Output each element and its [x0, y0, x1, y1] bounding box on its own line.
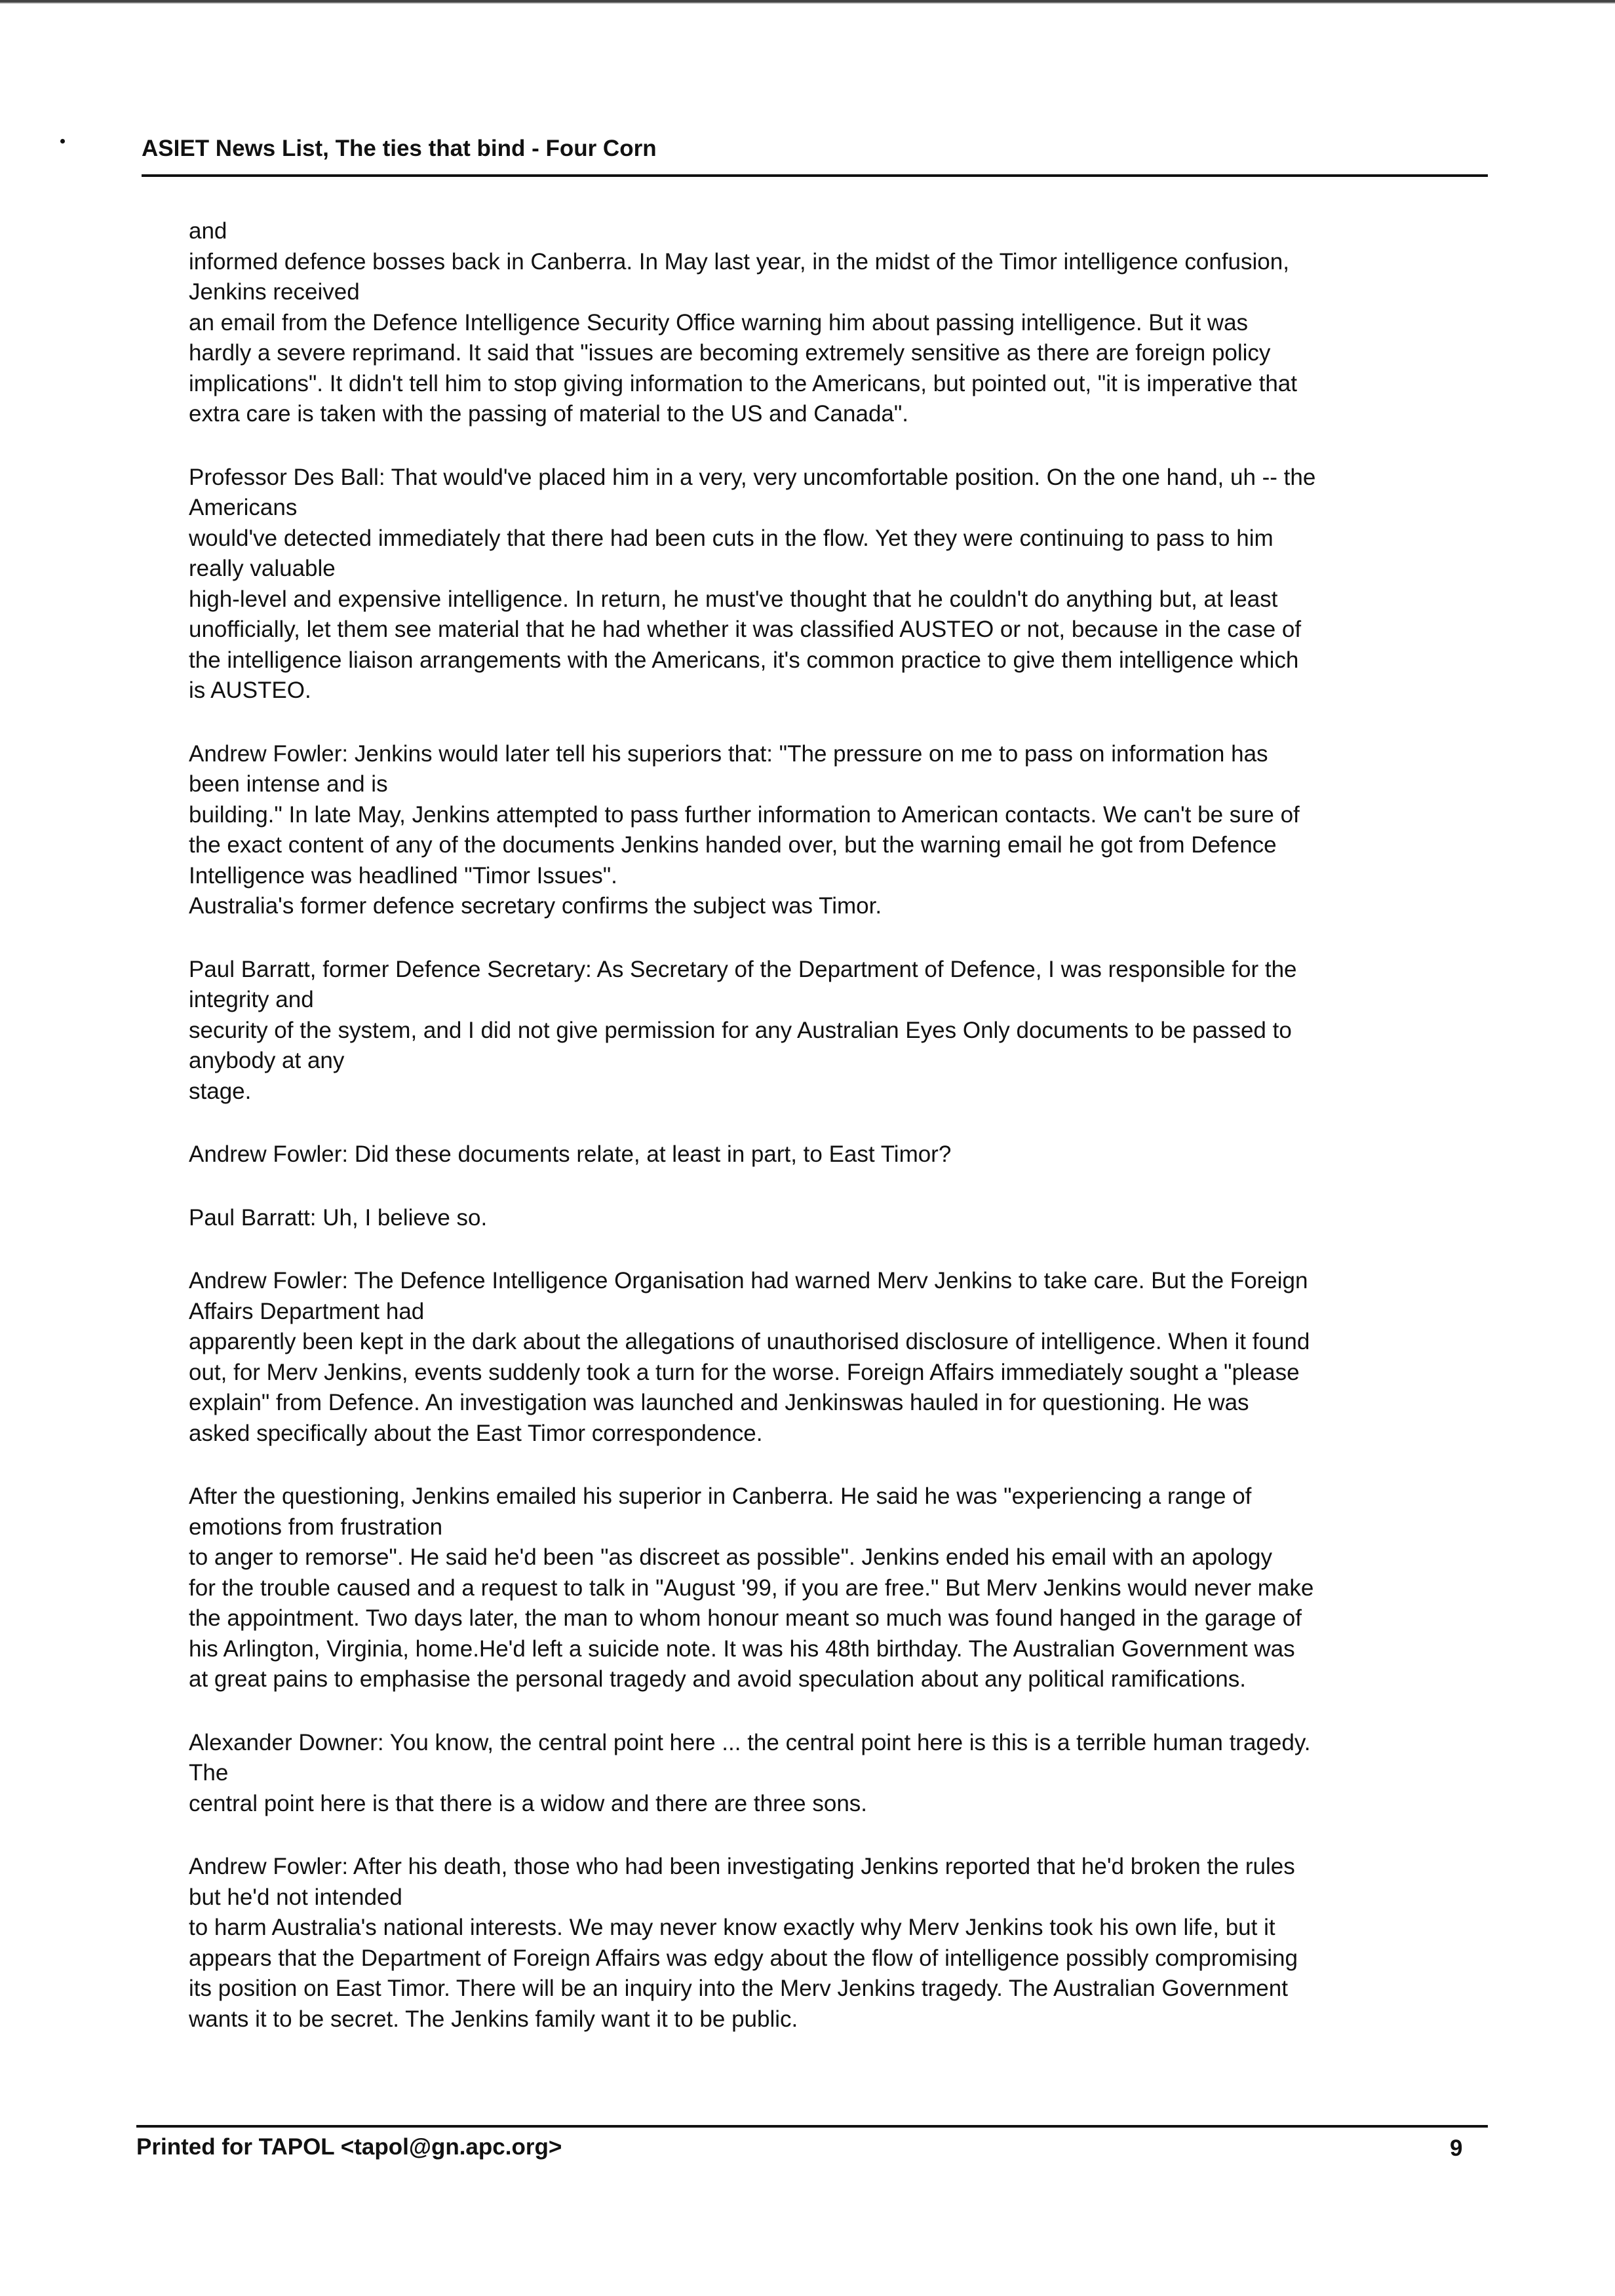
- text-line: Jenkins received: [189, 279, 360, 305]
- text-line: Paul Barratt: Uh, I believe so.: [189, 1204, 488, 1231]
- text-line: central point here is that there is a widow and there are three sons.: [189, 1790, 868, 1816]
- text-line: and: [189, 218, 227, 244]
- text-line: wants it to be secret. The Jenkins family want it to be public.: [189, 2006, 798, 2032]
- text-line: asked specifically about the East Timor correspondence.: [189, 1420, 763, 1446]
- article-paragraph: [189, 739, 1447, 922]
- article-paragraph: [189, 216, 1447, 430]
- text-line: Australia's former defence secretary confirms the subject was Timor.: [189, 893, 882, 919]
- article-paragraph: [189, 1266, 1447, 1449]
- text-line: but he'd not intended: [189, 1884, 402, 1910]
- text-line: really valuable: [189, 556, 336, 581]
- text-line: Alexander Downer: You know, the central point here ... the central point here is this is a terrible human tragedy.: [189, 1729, 1311, 1755]
- text-line: unofficially, let them see material that he had whether it was classified AUSTEO or not, because in the case of: [189, 617, 1302, 642]
- page-number: 9: [1450, 2135, 1463, 2161]
- text-line: Paul Barratt, former Defence Secretary: As Secretary of the Department of Defence, I was responsible for the: [189, 956, 1297, 982]
- article-paragraph: [189, 1203, 1447, 1234]
- article-paragraph: [189, 955, 1447, 1107]
- text-line: stage.: [189, 1078, 252, 1104]
- article-paragraph: [189, 1728, 1447, 1820]
- text-line: building." In late May, Jenkins attempted to pass further information to American contacts. We can't be sure of: [189, 801, 1300, 828]
- text-line: the exact content of any of the documents Jenkins handed over, but the warning email he got from Defence: [189, 832, 1277, 858]
- text-line: out, for Merv Jenkins, events suddenly took a turn for the worse. Foreign Affairs immediately sought a "please: [189, 1359, 1300, 1385]
- text-line: After the questioning, Jenkins emailed his superior in Canberra. He said he was "experiencing a range of: [189, 1483, 1252, 1509]
- text-line: informed defence bosses back in Canberra. In May last year, in the midst of the Timor intelligence confusion,: [189, 248, 1289, 275]
- text-line: high-level and expensive intelligence. In return, he must've thought that he couldn't do anything but, at least: [189, 586, 1278, 612]
- text-line: Professor Des Ball: That would've placed him in a very, very uncomfortable position. On the one hand, uh -- the: [189, 464, 1316, 490]
- text-line: Intelligence was headlined "Timor Issues".: [189, 862, 617, 889]
- text-line: its position on East Timor. There will be an inquiry into the Merv Jenkins tragedy. The Australian Government: [189, 1976, 1288, 2001]
- text-line: integrity and: [189, 987, 314, 1012]
- text-line: to anger to remorse". He said he'd been "as discreet as possible". Jenkins ended his email with an apology: [189, 1544, 1272, 1570]
- text-line: appears that the Department of Foreign Affairs was edgy about the flow of intelligence possibly compromising: [189, 1945, 1298, 1971]
- text-line: implications". It didn't tell him to stop giving information to the Americans, but pointed out, "it is imperative that: [189, 370, 1297, 396]
- footer-printed-for: Printed for TAPOL <tapol@gn.apc.org>: [136, 2134, 562, 2160]
- text-line: Andrew Fowler: After his death, those who had been investigating Jenkins reported that he'd broken the rules: [189, 1854, 1295, 1879]
- text-line: to harm Australia's national interests. We may never know exactly why Merv Jenkins took his own life, but it: [189, 1915, 1275, 1940]
- scan-speck: [60, 139, 65, 144]
- text-line: his Arlington, Virginia, home.He'd left a suicide note. It was his 48th birthday. The Australian Government was: [189, 1636, 1295, 1662]
- text-line: the intelligence liaison arrangements with the Americans, it's common practice to give them intelligence which: [189, 647, 1299, 673]
- text-line: Andrew Fowler: Jenkins would later tell his superiors that: "The pressure on me to pass on information has: [189, 740, 1268, 767]
- article-paragraph: [189, 1482, 1447, 1695]
- article-paragraph: [189, 1852, 1447, 2035]
- text-line: hardly a severe reprimand. It said that "issues are becoming extremely sensitive as there are foreign policy: [189, 340, 1271, 366]
- text-line: The: [189, 1760, 229, 1786]
- article-paragraph: [189, 1139, 1447, 1170]
- scan-edge-line: [0, 0, 1615, 4]
- text-line: been intense and is: [189, 771, 388, 797]
- text-line: explain" from Defence. An investigation was launched and Jenkinswas hauled in for questioning. He was: [189, 1390, 1249, 1415]
- article-paragraph: [189, 463, 1447, 706]
- text-line: emotions from frustration: [189, 1514, 443, 1540]
- text-line: at great pains to emphasise the personal tragedy and avoid speculation about any political ramifications.: [189, 1666, 1246, 1692]
- text-line: Andrew Fowler: Did these documents relate, at least in part, to East Timor?: [189, 1141, 952, 1167]
- text-line: would've detected immediately that there had been cuts in the flow. Yet they were continuing to pass to him: [189, 525, 1274, 551]
- text-line: security of the system, and I did not give permission for any Australian Eyes Only documents to be passed to: [189, 1017, 1292, 1043]
- header-rule: [142, 174, 1488, 177]
- text-line: Andrew Fowler: The Defence Intelligence Organisation had warned Merv Jenkins to take care. But the Foreign: [189, 1268, 1308, 1293]
- footer-rule: [136, 2125, 1488, 2128]
- text-line: Americans: [189, 495, 298, 520]
- text-line: anybody at any: [189, 1048, 345, 1073]
- text-line: apparently been kept in the dark about the allegations of unauthorised disclosure of intelligence. When it found: [189, 1329, 1310, 1354]
- page-header-title: ASIET News List, The ties that bind - Four Corn: [142, 136, 657, 161]
- text-line: Affairs Department had: [189, 1298, 425, 1324]
- text-line: is AUSTEO.: [189, 678, 311, 703]
- text-line: an email from the Defence Intelligence Security Office warning him about passing intelligence. But it was: [189, 309, 1249, 335]
- text-line: the appointment. Two days later, the man to whom honour meant so much was found hanged in the garage of: [189, 1605, 1302, 1631]
- text-line: extra care is taken with the passing of material to the US and Canada".: [189, 401, 909, 427]
- article-body: [189, 216, 1447, 2067]
- text-line: for the trouble caused and a request to talk in "August '99, if you are free." But Merv Jenkins would never make: [189, 1575, 1314, 1601]
